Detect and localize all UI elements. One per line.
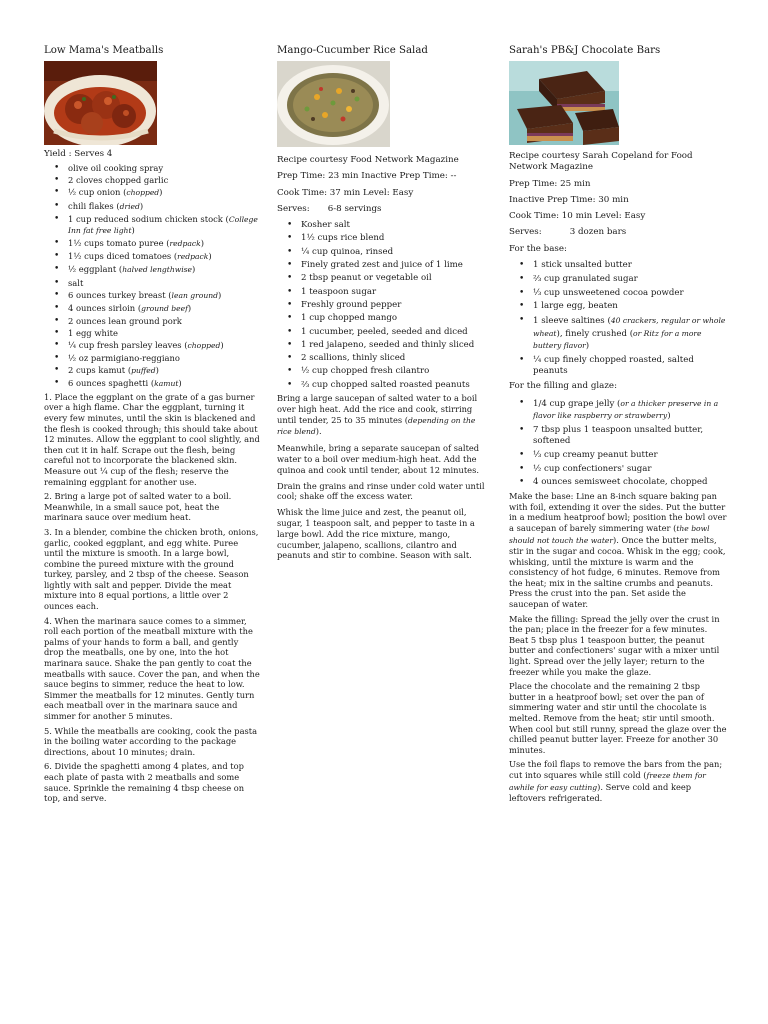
list-item: • 1 cup chopped mango [285, 313, 492, 324]
list-item: • 1 stick unsalted butter [517, 260, 727, 271]
list-item: • 1 teaspoon sugar [285, 287, 492, 298]
instruction-step: 4. When the marinara sauce comes to a simmer, roll each portion of the meatball mixture with the palms of your hands to form a ball, and gently drop the meatballs, one by one, into the hot marinara sauce. Shake the pan gently to coat the meatballs with sauce. Cover the pan, and when the sauce begins to simmer, reduce the heat to low. Simmer the meatballs for 12 minutes. Gently turn each meatball over in the marinara sauce and simmer for another 5 minutes. [44, 615, 260, 722]
instruction-step: Place the chocolate and the remaining 2 tbsp butter in a heatproof bowl; set over the pan of simmering water and stir until the chocolate is melted. Remove from the heat; stir until smooth. When cool but still runny, spread the glaze over the chilled peanut butter layer. Freeze for another 30 minutes. [509, 681, 727, 755]
list-item: • 1 sleeve saltines (40 crackers, regular or whole wheat), finely crushed (or Ritz for a more buttery flavor) [517, 315, 727, 352]
list-item: • salt [52, 278, 260, 289]
section-heading: For the filling and glaze: [509, 381, 617, 392]
list-item: • olive oil cooking spray [52, 163, 260, 174]
list-item: • Freshly ground pepper [285, 300, 492, 311]
ingredient-list [277, 220, 492, 391]
instruction-step: 2. Bring a large pot of salted water to a boil. Meanwhile, in a small sauce pot, heat the marinara sauce over medium heat. [44, 491, 232, 523]
cook-time: Cook Time: 37 min Level: Easy [277, 187, 414, 198]
list-item: • 7 tbsp plus 1 teaspoon unsalted butter, softened [517, 425, 727, 448]
recipe-title: Sarah's PB&J Chocolate Bars [509, 45, 661, 56]
list-item: • ½ eggplant (halved lengthwise) [52, 264, 260, 276]
list-item: • 2 scallions, thinly sliced [285, 353, 492, 364]
inactive-time: Inactive Prep Time: 30 min [509, 194, 629, 205]
list-item: • 4 ounces semisweet chocolate, chopped [517, 477, 727, 488]
instruction-step: Whisk the lime juice and zest, the peanut oil, sugar, 1 teaspoon salt, and pepper to taste in a large bowl. Add the rice mixture, mango, cucumber, jalapeno, scallions, cilantro and peanuts and stir to combine. Season with salt. [277, 507, 475, 561]
ingredient-list [509, 260, 727, 377]
instruction-step: Make the base: Line an 8-inch square baking pan with foil, extending it over the sides. Put the butter in a medium heatproof bowl; position the bowl over a saucepan of barely simmering water (the bowl should not touch the water). Once the butter melts, stir in the sugar and cocoa. Whisk in the egg; cook, whisking, until the mixture is warm and the consistency of hot fudge, 6 minutes. Remove from the heat; mix in the saltine crumbs and peanuts. Press the crust into the pan. Set aside the saucepan of water. [509, 491, 727, 610]
instruction-step: Use the foil flaps to remove the bars from the pan; cut into squares while still cold (freeze them for awhile for easy cutting). Serve cold and keep leftovers refrigerated. [509, 759, 723, 804]
list-item: • 1 red jalapeno, seeded and thinly sliced [285, 340, 492, 351]
list-item: • 1½ cups tomato puree (redpack) [52, 238, 260, 250]
list-item: • Kosher salt [285, 220, 492, 231]
ingredient-list [509, 398, 727, 489]
meatballs-photo [44, 61, 157, 145]
recipe-chocolate-bars [509, 44, 727, 808]
list-item: • 1 egg white [52, 328, 260, 339]
instruction-step: 1. Place the eggplant on the grate of a gas burner over a high flame. Char the eggplant, turning it every few minutes, until the skin is blackened and the flesh is cooked through; this should take about 12 minutes. Allow the eggplant to cool slightly, and then cut it in half. Scrape out the flesh, being careful not to incorporate the blackened skin. Measure out ¼ cup of the flesh; reserve the remaining eggplant for another use. [44, 391, 260, 487]
list-item: • ¼ cup quinoa, rinsed [285, 247, 492, 258]
instruction-step: 3. In a blender, combine the chicken broth, onions, garlic, cooked eggplant, and egg white. Puree until the mixture is smooth. In a large bowl, combine the pureed mixture with the ground turkey, parsley, and 2 tbsp of the cheese. Season lightly with salt and pepper. Divide the meat mixture into 8 equal portions, a little over 2 ounces each. [44, 526, 259, 612]
instruction-step: 6. Divide the spaghetti among 4 plates, and top each plate of pasta with 2 meatballs and some sauce. Sprinkle the remaining 4 tbsp cheese on top, and serve. [44, 761, 245, 804]
list-item: • 2 cloves chopped garlic [52, 175, 260, 186]
ingredient-list [44, 163, 260, 390]
servings: Serves: 3 dozen bars [509, 227, 627, 238]
list-item: • 2 ounces lean ground pork [52, 316, 260, 327]
prep-time: Prep Time: 25 min [509, 178, 591, 189]
instruction-step: Bring a large saucepan of salted water to a boil over high heat. Add the rice and cook, stirring until tender, 25 to 35 minutes (depending on the rice blend). [277, 393, 478, 437]
prep-time: Prep Time: 23 min Inactive Prep Time: -- [277, 171, 457, 182]
instruction-step: Make the filling: Spread the jelly over the crust in the pan; place in the freezer for a few minutes. Beat 5 tbsp plus 1 teaspoon butter, the peanut butter and confectioners' sugar with a mixer until light. Spread over the jelly layer; return to the freezer while you make the glaze. [509, 613, 720, 677]
list-item: • 1½ cups rice blend [285, 233, 492, 244]
list-item: • ½ cup confectioners' sugar [517, 464, 727, 475]
instruction-step: 5. While the meatballs are cooking, cook the pasta in the boiling water according to the package directions, about 10 minutes; drain. [44, 725, 258, 757]
recipe-meatballs [44, 44, 260, 808]
list-item: • 1½ cups diced tomatoes (redpack) [52, 251, 260, 263]
recipe-yield: Yield : Serves 4 [44, 149, 113, 159]
recipe-title: Low Mama's Meatballs [44, 45, 164, 56]
servings: Serves: 6-8 servings [277, 203, 382, 214]
list-item: • 1 cucumber, peeled, seeded and diced [285, 327, 492, 338]
list-item: • 2 cups kamut (puffed) [52, 365, 260, 377]
section-heading: For the base: [509, 243, 567, 254]
instruction-step: Meanwhile, bring a separate saucepan of salted water to a boil over medium-high heat. Add the quinoa and cook until tender, about 12 minutes. [277, 443, 480, 475]
list-item: • ⅓ cup unsweetened cocoa powder [517, 288, 727, 299]
list-item: • 6 ounces spaghetti (kamut) [52, 378, 260, 390]
list-item: • Finely grated zest and juice of 1 lime [285, 260, 492, 271]
list-item: • chili flakes (dried) [52, 201, 260, 213]
rice-salad-photo [277, 61, 390, 147]
list-item: • 1 cup reduced sodium chicken stock (College Inn fat free light) [52, 214, 260, 237]
list-item: • 1/4 cup grape jelly (or a thicker preserve in a flavor like raspberry or strawberry) [517, 398, 727, 423]
recipe-source: Recipe courtesy Food Network Magazine [277, 155, 459, 165]
list-item: • 2 tbsp peanut or vegetable oil [285, 273, 492, 284]
list-item: • ½ oz parmigiano-reggiano [52, 353, 260, 364]
instruction-step: Drain the grains and rinse under cold water until cool; shake off the excess water. [277, 480, 485, 502]
list-item: • ½ cup chopped fresh cilantro [285, 366, 492, 377]
list-item: • ⅓ cup creamy peanut butter [517, 450, 727, 461]
list-item: • ¼ cup fresh parsley leaves (chopped) [52, 340, 260, 352]
chocolate-bars-photo [509, 61, 619, 145]
list-item: • ½ cup onion (chopped) [52, 187, 260, 199]
cook-time: Cook Time: 10 min Level: Easy [509, 211, 646, 222]
list-item: • ⅔ cup granulated sugar [517, 274, 727, 285]
list-item: • ⅔ cup chopped salted roasted peanuts [285, 380, 492, 391]
list-item: • 4 ounces sirloin (ground beef) [52, 303, 260, 315]
list-item: • 1 large egg, beaten [517, 301, 727, 312]
recipe-rice-salad [277, 44, 492, 566]
list-item: • ¼ cup finely chopped roasted, salted peanuts [517, 355, 727, 378]
recipe-source: Recipe courtesy Sarah Copeland for Food Network Magazine [509, 151, 693, 173]
list-item: • 6 ounces turkey breast (lean ground) [52, 290, 260, 302]
recipe-title: Mango-Cucumber Rice Salad [277, 45, 428, 56]
